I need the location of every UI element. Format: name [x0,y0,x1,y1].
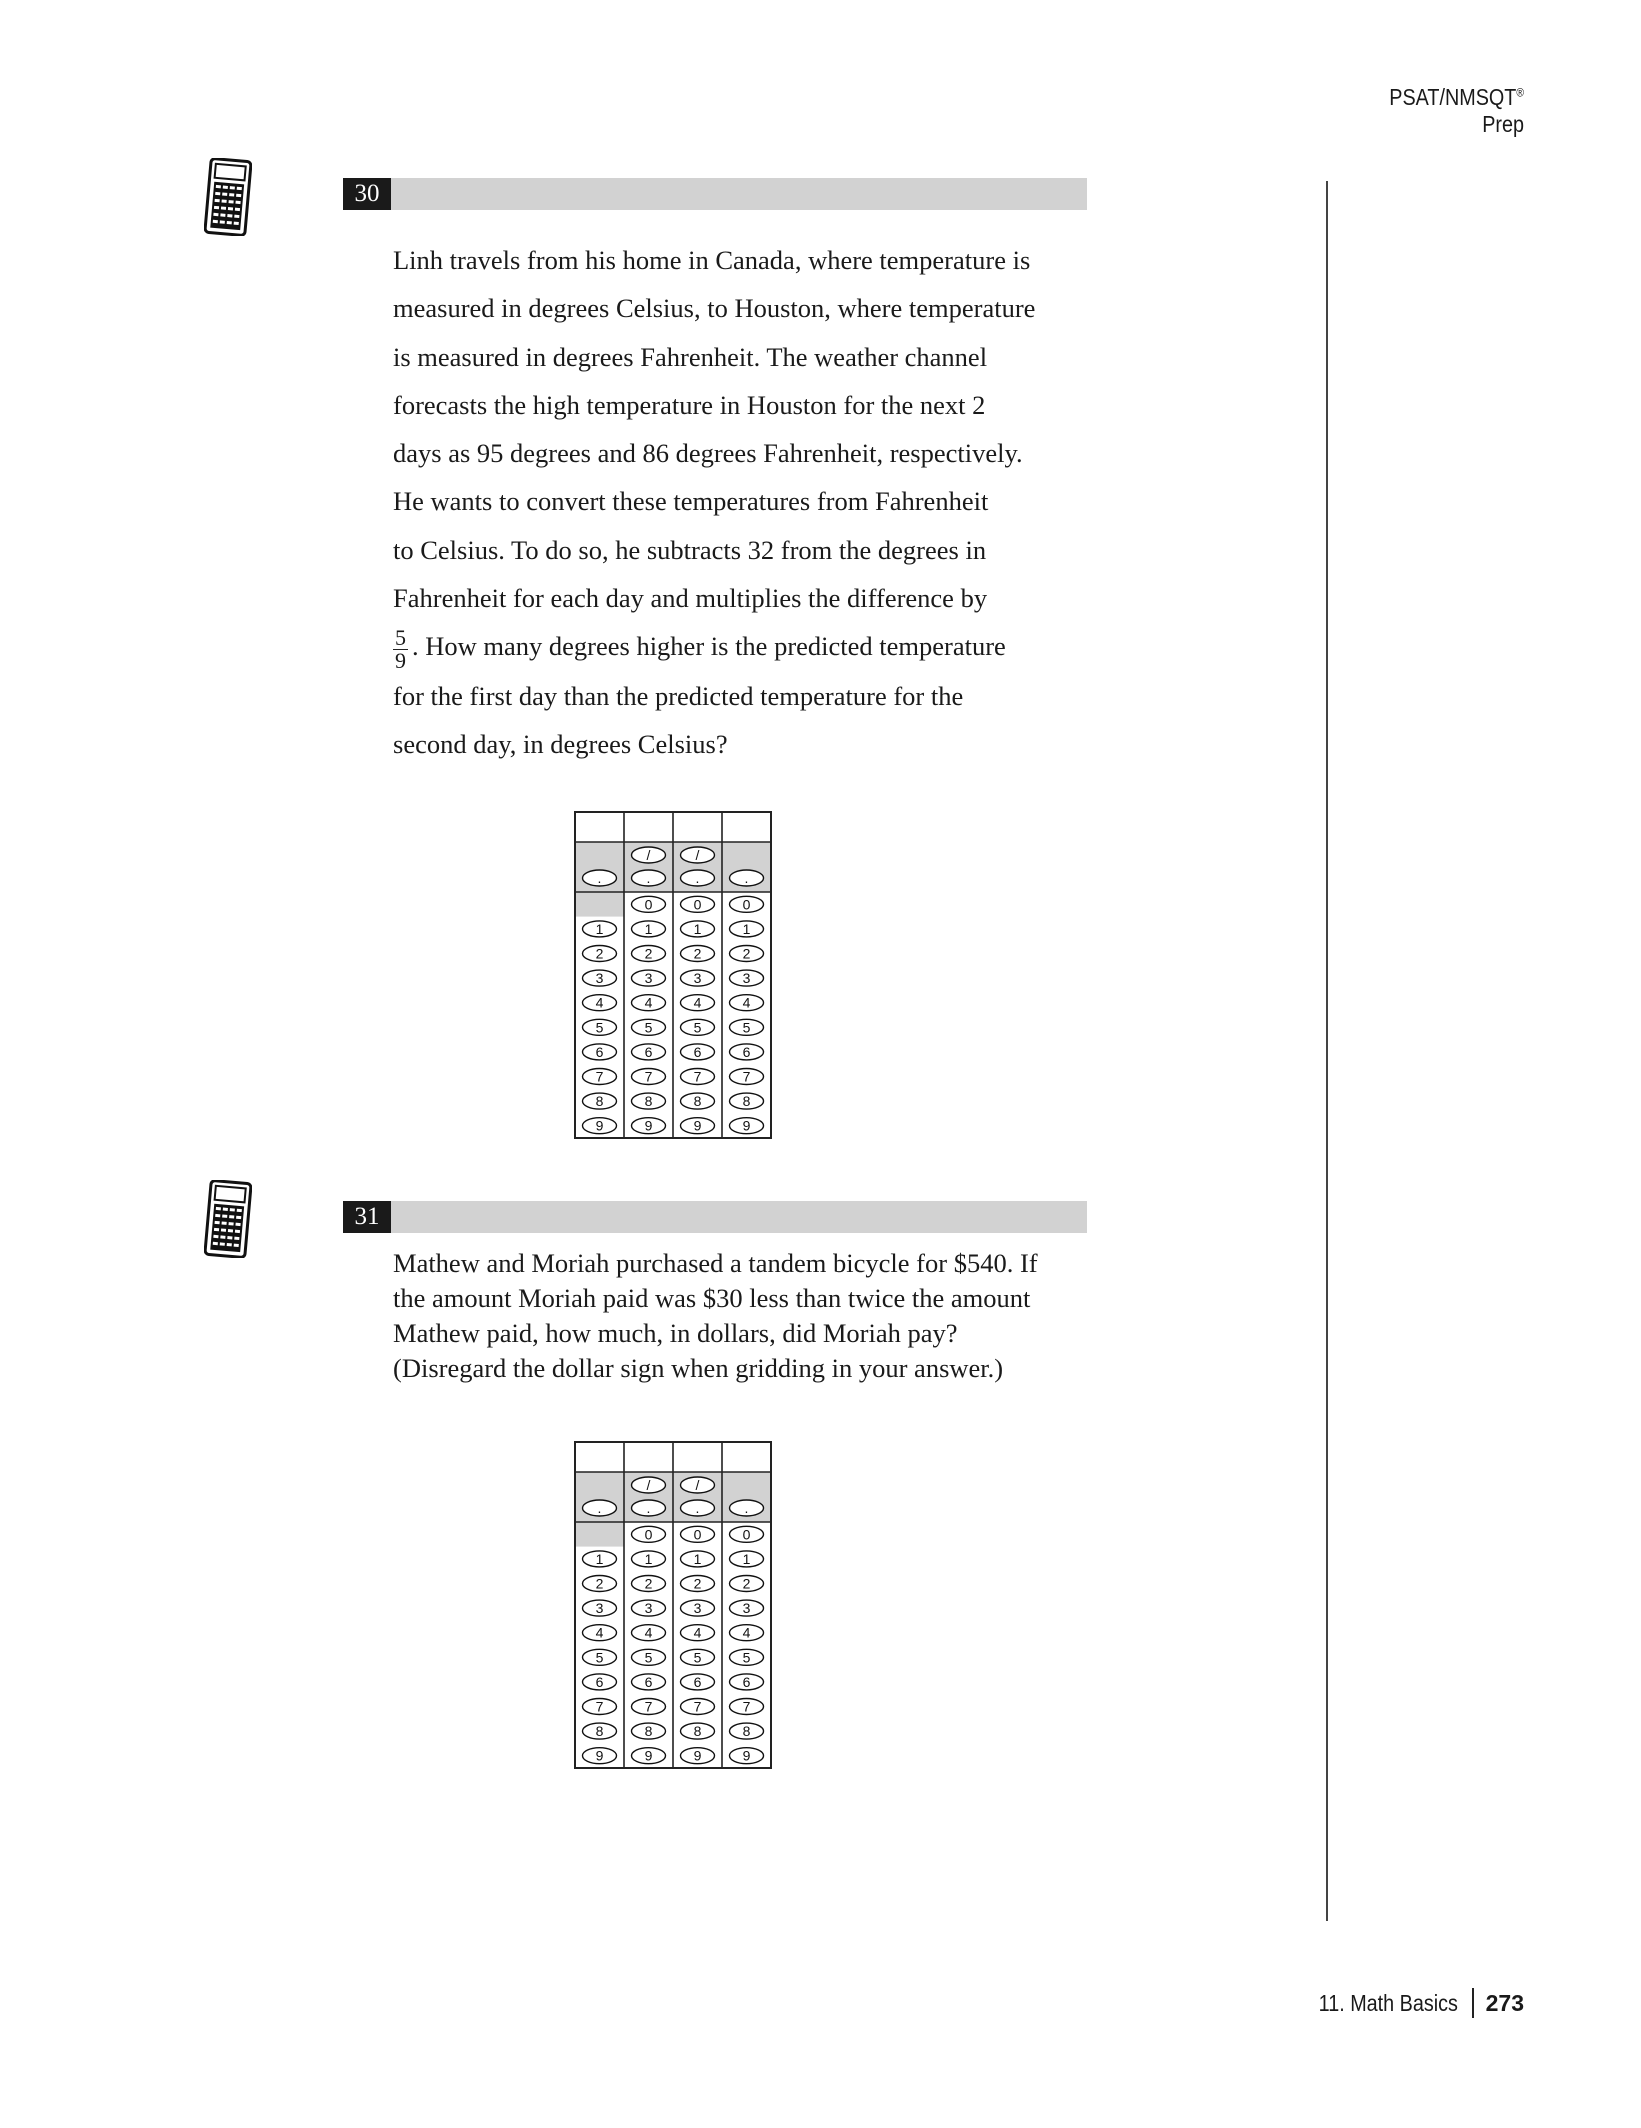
bubble-label[interactable]: 1 [742,920,751,937]
bubble-label[interactable]: 2 [693,945,702,962]
bubble-label[interactable]: 5 [742,1019,751,1036]
footer-divider [1472,1988,1474,2018]
bubble-label[interactable]: 0 [693,896,702,913]
bubble-label[interactable]: 8 [693,1723,702,1740]
bubble-label[interactable]: 6 [742,1043,751,1060]
bubble-label[interactable]: 4 [742,994,751,1011]
bubble-label[interactable]: 1 [644,920,653,937]
bubble-label[interactable]: 3 [742,970,751,987]
bubble-label[interactable]: 8 [595,1723,604,1740]
bubble-label[interactable]: 3 [693,1600,702,1617]
answer-grid-30[interactable] [573,810,773,1140]
bubble-label[interactable]: 0 [693,1526,702,1543]
bubble-label[interactable]: 8 [693,1093,702,1110]
bubble-label[interactable]: / [646,847,651,863]
bubble-label[interactable]: 4 [644,994,653,1011]
bubble-label[interactable]: . [695,1500,700,1516]
bubble-label[interactable]: . [744,1500,749,1516]
bubble-label[interactable]: 0 [644,896,653,913]
text-line: Mathew paid, how much, in dollars, did Moriah pay? [393,1318,958,1348]
bubble-label[interactable]: 4 [595,994,604,1011]
text-line [393,622,1093,671]
text-line: to Celsius. To do so, he subtracts 32 from the degrees in [393,534,987,565]
page-footer [1296,1988,1524,2018]
bubble-label[interactable]: . [744,870,749,886]
text-line: days as 95 degrees and 86 degrees Fahrenheit, respectively. [393,438,1023,469]
bubble-label[interactable]: 3 [693,970,702,987]
bubble-label[interactable]: . [695,870,700,886]
text-line: for the first day than the predicted temperature for the [393,680,964,711]
bubble-label[interactable]: 5 [693,1019,702,1036]
bubble-label[interactable]: 7 [595,1068,604,1085]
bubble-label[interactable]: 1 [693,920,702,937]
text-line: He wants to convert these temperatures from Fahrenheit [393,486,989,517]
calculator-icon [204,158,252,236]
bubble-label[interactable]: 2 [595,945,604,962]
bubble-label[interactable]: 8 [742,1093,751,1110]
bubble-label[interactable]: 2 [742,1575,751,1592]
bubble-label[interactable]: / [695,847,700,863]
text-line: Fahrenheit for each day and multiplies the difference by [393,583,988,614]
bubble-label[interactable]: 3 [595,970,604,987]
running-header: PSAT/NMSQT® Prep [1389,84,1524,137]
bubble-label[interactable]: 9 [595,1117,604,1134]
fraction [393,624,408,673]
answer-grid-31[interactable] [573,1440,773,1770]
bubble-label[interactable]: 7 [595,1698,604,1715]
bubble-label[interactable]: 4 [742,1624,751,1641]
bubble-label[interactable]: 7 [693,1698,702,1715]
bubble-label[interactable]: 8 [595,1093,604,1110]
bubble-label[interactable]: . [646,870,651,886]
bubble-label[interactable]: / [646,1477,651,1493]
bubble-label[interactable]: 6 [595,1043,604,1060]
bubble-label[interactable]: 5 [644,1649,653,1666]
bubble-label[interactable]: 1 [644,1550,653,1567]
shaded-cell [575,892,624,917]
bubble-label[interactable]: 4 [693,1624,702,1641]
text-line-part: . How many degrees higher is the predicted temperature [412,631,1006,662]
bubble-label[interactable]: 0 [742,1526,751,1543]
section-title: 11. Math Basics [1318,1989,1458,2016]
bubble-label[interactable]: 7 [644,1698,653,1715]
text-line: second day, in degrees Celsius? [393,729,728,760]
bubble-label[interactable]: 2 [742,945,751,962]
bubble-label[interactable]: 1 [693,1550,702,1567]
question-30-text [393,236,1093,768]
bubble-label[interactable]: 6 [693,1043,702,1060]
bubble-label[interactable]: 3 [742,1600,751,1617]
bubble-label[interactable]: 6 [644,1673,653,1690]
bubble-label[interactable]: 2 [693,1575,702,1592]
bubble-label[interactable]: . [646,1500,651,1516]
question-30-header [343,178,1087,210]
bubble-label[interactable]: 4 [693,994,702,1011]
question-31-text [393,1246,1093,1386]
denominator: 9 [395,647,406,673]
bubble-label[interactable]: 7 [742,1698,751,1715]
text-line: Linh travels from his home in Canada, where temperature is [393,245,1031,275]
text-line: forecasts the high temperature in Houston for the next 2 [393,389,986,420]
margin-divider [1326,181,1328,1921]
bubble-label[interactable]: 9 [742,1117,751,1134]
bubble-label[interactable]: 6 [693,1673,702,1690]
calculator-icon [204,1180,252,1258]
question-number: 31 [343,1201,391,1233]
text-line: measured in degrees Celsius, to Houston, where temperature [393,293,1036,324]
bubble-label[interactable]: 6 [742,1673,751,1690]
bubble-label[interactable]: 3 [644,970,653,987]
bubble-label[interactable]: 5 [595,1649,604,1666]
question-number: 30 [343,178,391,210]
bubble-label[interactable]: 7 [693,1068,702,1085]
bubble-label[interactable]: 7 [742,1068,751,1085]
bubble-label[interactable]: 1 [742,1550,751,1567]
bubble-label[interactable]: 0 [742,896,751,913]
bubble-label[interactable]: 1 [595,1550,604,1567]
bubble-label[interactable]: 1 [595,920,604,937]
shaded-cell [575,1522,624,1547]
bubble-label[interactable]: 0 [644,1526,653,1543]
bubble-label[interactable]: 2 [595,1575,604,1592]
bubble-label[interactable]: 5 [644,1019,653,1036]
bubble-label[interactable]: / [695,1477,700,1493]
bubble-label[interactable]: 9 [644,1747,653,1764]
bubble-label[interactable]: 4 [644,1624,653,1641]
bubble-label[interactable]: 2 [644,945,653,962]
bubble-label[interactable]: 6 [644,1043,653,1060]
bubble-label[interactable]: 5 [595,1019,604,1036]
bubble-label[interactable]: 8 [742,1723,751,1740]
question-31-header [343,1201,1087,1233]
bubble-label[interactable]: 8 [644,1723,653,1740]
bubble-label[interactable]: 9 [693,1747,702,1764]
text-line: the amount Moriah paid was $30 less than twice the amount [393,1283,1031,1313]
bubble-label[interactable]: 3 [644,1600,653,1617]
bubble-label[interactable]: 6 [595,1673,604,1690]
text-line: Mathew and Moriah purchased a tandem bicycle for $540. If [393,1248,1038,1278]
bubble-label[interactable]: 9 [742,1747,751,1764]
bubble-label[interactable]: . [597,870,602,886]
text-line: (Disregard the dollar sign when gridding in your answer.) [393,1353,1004,1383]
bubble-label[interactable]: 8 [644,1093,653,1110]
bubble-label[interactable]: 5 [693,1649,702,1666]
bubble-label[interactable]: 3 [595,1600,604,1617]
bubble-label[interactable]: 5 [742,1649,751,1666]
page-number: 273 [1485,1989,1524,2016]
text-line: is measured in degrees Fahrenheit. The weather channel [393,341,988,372]
bubble-label[interactable]: 7 [644,1068,653,1085]
bubble-label[interactable]: 9 [595,1747,604,1764]
bubble-label[interactable]: 2 [644,1575,653,1592]
numerator: 5 [395,624,406,650]
bubble-label[interactable]: 4 [595,1624,604,1641]
bubble-label[interactable]: . [597,1500,602,1516]
bubble-label[interactable]: 9 [644,1117,653,1134]
bubble-label[interactable]: 9 [693,1117,702,1134]
